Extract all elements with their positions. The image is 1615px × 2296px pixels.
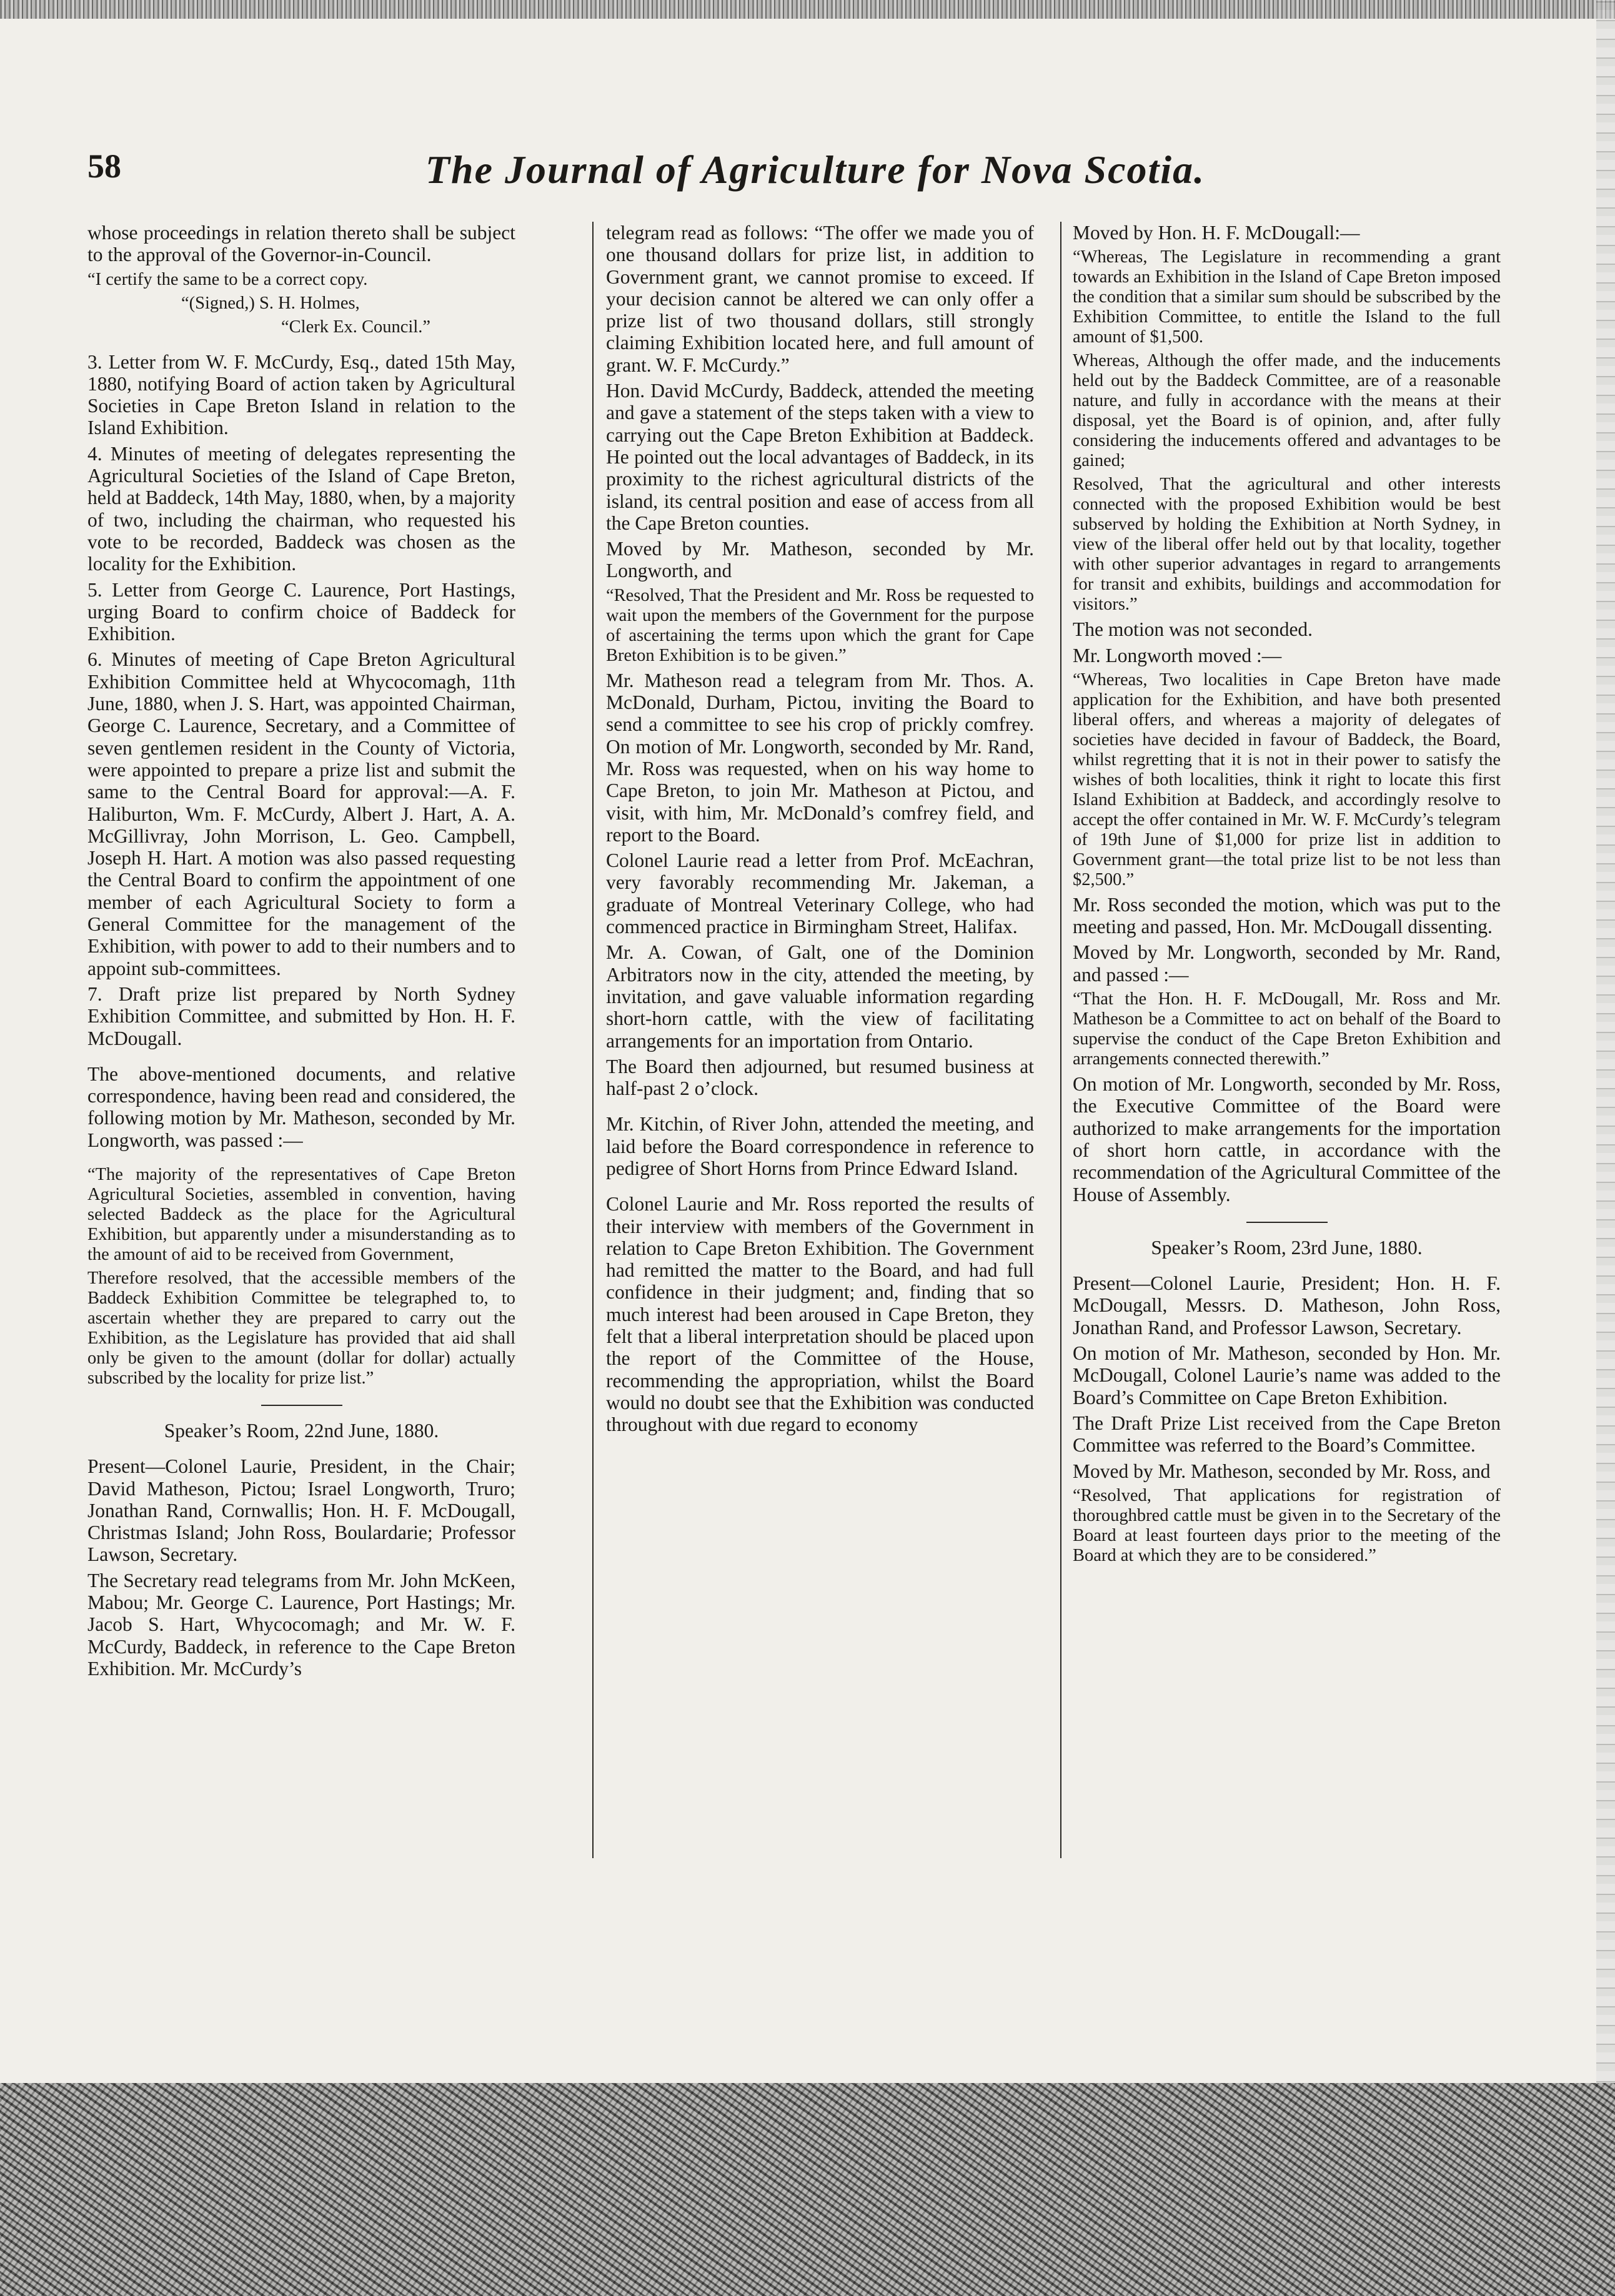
- list-item: 3. Letter from W. F. McCurdy, Esq., dated 15th May, 1880, notifying Board of action taken by Agricultural Societies in Cape Breton Island in relation to the Island Exhibition.: [87, 350, 515, 439]
- column-middle: [606, 222, 1034, 2080]
- resolution-quote: Resolved, That the agricultural and other interests connected with the proposed Exhibition would be best subserved by holding the Exhibition at North Sydney, in view of the liberal offer held out by that locality, together with other superior advantages in regard to arrangements for transit and exhibits, buildings and accommodation for visitors.”: [1073, 475, 1501, 615]
- column-left: [87, 222, 515, 2080]
- paragraph: Present—Colonel Laurie, President; Hon. H. F. McDougall, Messrs. D. Matheson, John Ross, Jonathan Rand, and Professor Lawson, Secretary.: [1073, 1272, 1501, 1339]
- list-item: 6. Minutes of meeting of Cape Breton Agricultural Exhibition Committee held at Whycocomagh, 11th June, 1880, when J. S. Hart, was appointed Chairman, George C. Laurence, Secretary, and a Committee of seven gentlemen resident in the County of Victoria, were appointed to prepare a prize list and submit the same to the Central Board for approval:—A. F. Haliburton, Wm. F. McCurdy, Albert J. Hart, A. A. McGillivray, John Morrison, L. Geo. Campbell, Joseph H. Hart. A motion was also passed requesting the Central Board to confirm the appointment of one member of each Agricultural Society to form a General Committee for the management of the Exhibition, with power to add to their numbers and to appoint sub-committees.: [87, 648, 515, 979]
- paragraph: The Draft Prize List received from the Cape Breton Committee was referred to the Board’s Committee.: [1073, 1412, 1501, 1457]
- paragraph: Colonel Laurie read a letter from Prof. McEachran, very favorably recommending Mr. Jakeman, a graduate of Montreal Veterinary College, who had commenced practice in Birmingham Street, Halifax.: [606, 849, 1034, 938]
- resolution-quote: Therefore resolved, that the accessible members of the Baddeck Exhibition Committee be telegraphed to, to ascertain whether they are prepared to carry out the Exhibition, as the Legislature has provided that aid shall only be given to the amount (dollar for dollar) actually subscribed by the locality for prize list.”: [87, 1268, 515, 1388]
- signature-title: “Clerk Ex. Council.”: [281, 317, 431, 337]
- column-rule-left: [592, 222, 594, 1858]
- resolution-quote: Whereas, Although the offer made, and the inducements held out by the Baddeck Committee, are of a reasonable nature, and fully in accordance with the means at their disposal, yet the Board is of opinion, and, after fully considering the inducements offered and advantages to be gained;: [1073, 351, 1501, 471]
- paragraph: Colonel Laurie and Mr. Ross reported the results of their interview with members of the Government in relation to Cape Breton Exhibition. The Government had remitted the matter to the Board, and had full confidence in their judgment; and, finding that so much interest had been aroused in Cape Breton, they felt that a liberal interpretation should be placed upon the report of the Committee of the House, recommending the appropriation, whilst the Board would no doubt see that the Exhibition was conducted throughout with due regard to economy: [606, 1193, 1034, 1436]
- paragraph: Moved by Mr. Matheson, seconded by Mr. Ross, and: [1073, 1460, 1491, 1482]
- signature-line: “(Signed,) S. H. Holmes,: [181, 293, 360, 313]
- scan-edge-top: [0, 0, 1615, 19]
- resolution-quote: “Resolved, That the President and Mr. Ross be requested to wait upon the members of the Government for the purpose of ascertaining the terms upon which the grant for Cape Breton Exhibition is to be given.”: [606, 585, 1034, 665]
- paragraph: whose proceedings in relation thereto shall be subject to the approval of the Governor-in-Council.: [87, 222, 515, 266]
- list-item: 4. Minutes of meeting of delegates representing the Agricultural Societies of the Island of Cape Breton, held at Baddeck, 14th May, 1880, when, by a majority of two, including the chairman, who requested his vote to be recorded, Baddeck was chosen as the locality for the Exhibition.: [87, 442, 515, 575]
- paragraph: The motion was not seconded.: [1073, 618, 1313, 641]
- column-right: [1073, 222, 1501, 2080]
- paragraph: Hon. David McCurdy, Baddeck, attended the meeting and gave a statement of the steps taken with a view to carrying out the Cape Breton Exhibition at Baddeck. He pointed out the local advantages of Baddeck, in its proximity to the richest agricultural districts of the island, its central position and ease of access from all the Cape Breton counties.: [606, 380, 1034, 534]
- paragraph: Moved by Mr. Longworth, seconded by Mr. Rand, and passed :—: [1073, 941, 1501, 986]
- paragraph: Moved by Mr. Matheson, seconded by Mr. Longworth, and: [606, 538, 1034, 582]
- resolution-quote: “Resolved, That applications for registration of thoroughbred cattle must be given in to the Secretary of the Board at least fourteen days prior to the meeting of the Board at which they are to be considered.”: [1073, 1485, 1501, 1565]
- paragraph: On motion of Mr. Matheson, seconded by Hon. Mr. McDougall, Colonel Laurie’s name was added to the Board’s Committee on Cape Breton Exhibition.: [1073, 1342, 1501, 1408]
- resolution-quote: “The majority of the representatives of Cape Breton Agricultural Societies, assembled in convention, having selected Baddeck as the place for the Agricultural Exhibition, but apparently under a misunderstanding as to the amount of aid to be received from Government,: [87, 1164, 515, 1264]
- column-rule-right: [1060, 222, 1061, 1858]
- paragraph: The Secretary read telegrams from Mr. John McKeen, Mabou; Mr. George C. Laurence, Port Hastings; Mr. Jacob S. Hart, Whycocomagh; and Mr. W. F. McCurdy, Baddeck, in reference to the Cape Breton Exhibition. Mr. McCurdy’s: [87, 1569, 515, 1680]
- paragraph: Mr. Kitchin, of River John, attended the meeting, and laid before the Board correspondence in reference to pedigree of Short Horns from Prince Edward Island.: [606, 1113, 1034, 1179]
- certification-line: “I certify the same to be a correct copy.: [87, 269, 368, 289]
- paragraph: Mr. Ross seconded the motion, which was put to the meeting and passed, Hon. Mr. McDougall dissenting.: [1073, 893, 1501, 938]
- paragraph: Mr. Matheson read a telegram from Mr. Thos. A. McDonald, Durham, Pictou, inviting the Board to send a committee to see his crop of prickly comfrey. On motion of Mr. Longworth, seconded by Mr. Rand, Mr. Ross was requested, when on his way home to Cape Breton, to join Mr. Matheson at Pictou, and visit, with him, Mr. McDonald’s comfrey field, and report to the Board.: [606, 669, 1034, 846]
- resolution-quote: “Whereas, Two localities in Cape Breton have made application for the Exhibition, and have both presented liberal offers, and whereas a majority of delegates of societies have decided in favour of Baddeck, the Board, whilst regretting that it is not in their power to satisfy the wishes of both localities, think it right to locate this first Island Exhibition at Baddeck, and accordingly resolve to accept the offer contained in Mr. W. F. McCurdy’s telegram of 19th June of $1,000 for prize list in addition to Government grant—the total prize list to be not less than $2,500.”: [1073, 670, 1501, 889]
- section-divider: [261, 1405, 342, 1406]
- paragraph: The Board then adjourned, but resumed business at half-past 2 o’clock.: [606, 1055, 1034, 1100]
- scan-noise-bottom: [0, 2083, 1615, 2296]
- resolution-quote: “Whereas, The Legislature in recommending a grant towards an Exhibition in the Island of Cape Breton imposed the condition that a similar sum should be subscribed by the Exhibition Committee, to entitle the Island to the full amount of $1,500.: [1073, 247, 1501, 347]
- page-header: [87, 147, 1543, 203]
- resolution-quote: “That the Hon. H. F. McDougall, Mr. Ross and Mr. Matheson be a Committee to act on behalf of the Board to supervise the conduct of the Cape Breton Exhibition and arrangements connected therewith.”: [1073, 989, 1501, 1069]
- scan-edge-right: [1596, 0, 1615, 2296]
- page-title: The Journal of Agriculture for Nova Scotia.: [425, 147, 1206, 192]
- section-heading: Speaker’s Room, 22nd June, 1880.: [164, 1419, 439, 1442]
- page-number: 58: [87, 147, 121, 185]
- paragraph: Mr. Longworth moved :—: [1073, 644, 1282, 666]
- paragraph: On motion of Mr. Longworth, seconded by Mr. Ross, the Executive Committee of the Board were authorized to make arrangements for the importation of short horn cattle, in accordance with the recommendation of the Agricultural Committee of the House of Assembly.: [1073, 1073, 1501, 1205]
- paragraph: Mr. A. Cowan, of Galt, one of the Dominion Arbitrators now in the city, attended the meeting, by invitation, and gave valuable information regarding short-horn cattle, with the view of facilitating arrangements for an importation from Ontario.: [606, 941, 1034, 1052]
- list-item: 5. Letter from George C. Laurence, Port Hastings, urging Board to confirm choice of Baddeck for Exhibition.: [87, 578, 515, 645]
- list-item: 7. Draft prize list prepared by North Sydney Exhibition Committee, and submitted by Hon. H. F. McDougall.: [87, 982, 515, 1049]
- paragraph: Present—Colonel Laurie, President, in the Chair; David Matheson, Pictou; Israel Longworth, Truro; Jonathan Rand, Cornwallis; Hon. H. F. McDougall, Christmas Island; John Ross, Boulardarie; Professor Lawson, Secretary.: [87, 1455, 515, 1566]
- paragraph: telegram read as follows: “The offer we made you of one thousand dollars for prize list, in addition to Government grant, we cannot promise to exceed. If your decision cannot be altered we can only offer a prize list of two thousand dollars, still strongly claiming Exhibition located here, and full amount of grant. W. F. McCurdy.”: [606, 222, 1034, 376]
- paragraph: Moved by Hon. H. F. McDougall:—: [1073, 222, 1360, 244]
- section-heading: Speaker’s Room, 23rd June, 1880.: [1151, 1236, 1423, 1259]
- paragraph: The above-mentioned documents, and relative correspondence, having been read and considered, the following motion by Mr. Matheson, seconded by Mr. Longworth, was passed :—: [87, 1062, 515, 1151]
- section-divider: [1246, 1222, 1328, 1223]
